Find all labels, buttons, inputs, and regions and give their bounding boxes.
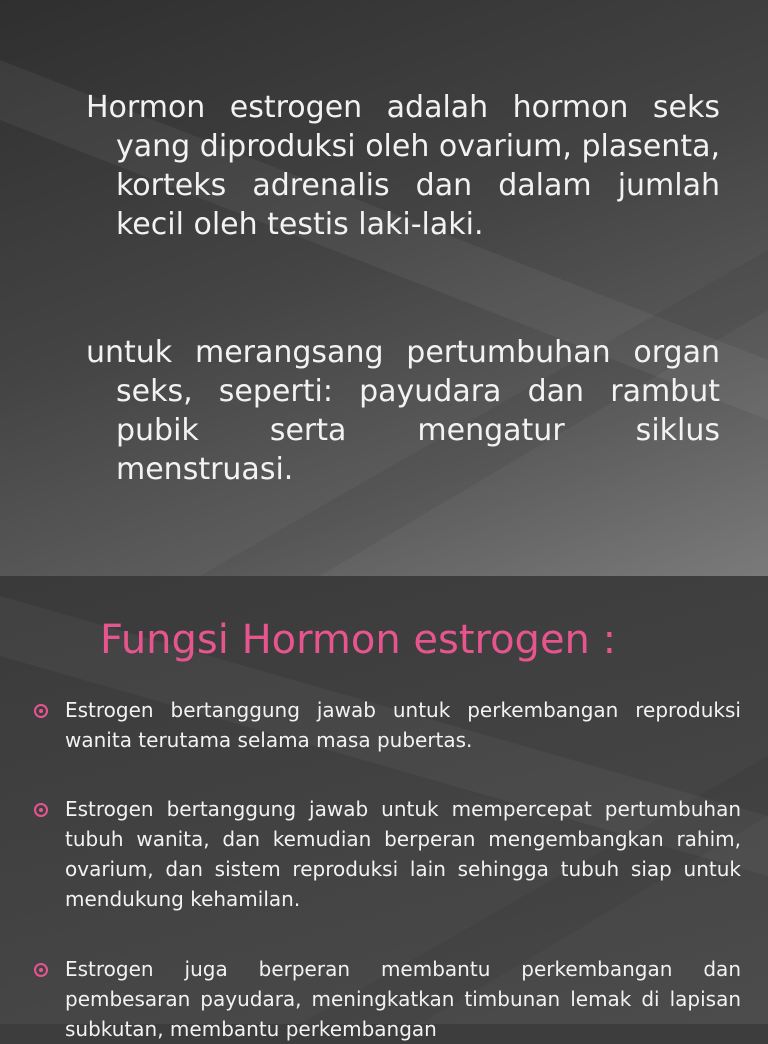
bullet-item: Estrogen bertanggung jawab untuk mempercepat pertumbuhan tubuh wanita, dan kemudian berperan mengembangkan rahim, ovarium, dan sistem reproduksi lain sehingga tubuh siap untuk mendukung kehamilan. — [65, 797, 741, 911]
ring-bullet-icon — [34, 803, 48, 817]
paragraph-definition: Hormon estrogen adalah hormon seks yang diproduksi oleh ovarium, plasenta, korteks adrenalis dan dalam jumlah kecil oleh testis laki-laki. — [86, 90, 720, 242]
slide-title: Fungsi Hormon estrogen : — [100, 617, 617, 663]
bullet-item: Estrogen bertanggung jawab untuk perkembangan reproduksi wanita terutama selama masa pubertas. — [65, 698, 741, 752]
paragraph-function: untuk merangsang pertumbuhan organ seks, seperti: payudara dan rambut pubik serta mengatur siklus menstruasi. — [86, 335, 720, 487]
ring-bullet-icon — [34, 704, 48, 718]
bullet-item: Estrogen juga berperan membantu perkembangan dan pembesaran payudara, meningkatkan timbunan lemak di lapisan subkutan, membantu perkembangan — [65, 957, 741, 1041]
ring-bullet-icon — [34, 963, 48, 977]
